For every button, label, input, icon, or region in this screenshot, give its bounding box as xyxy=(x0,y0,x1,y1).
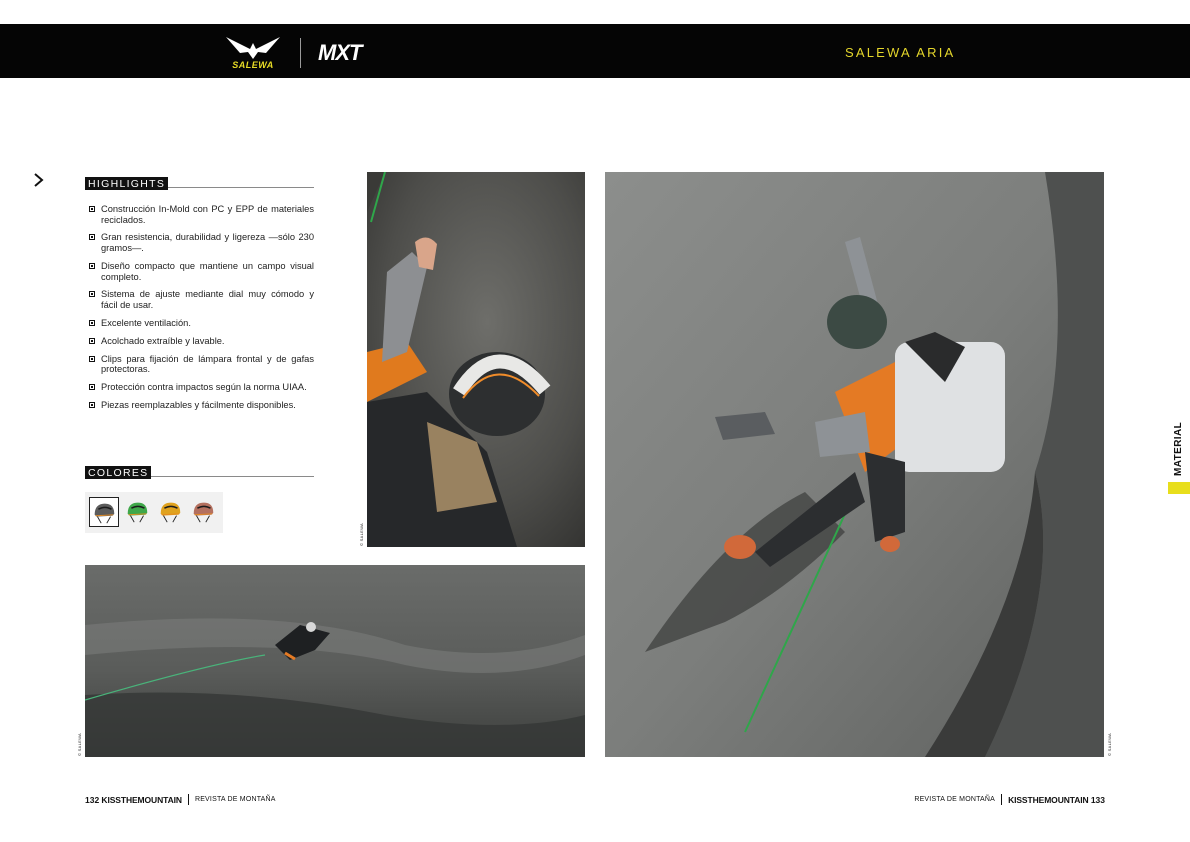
list-item: Excelente ventilación. xyxy=(89,318,314,329)
bullet-icon xyxy=(89,234,95,240)
bullet-icon xyxy=(89,320,95,326)
swatch-red[interactable] xyxy=(189,497,219,527)
helmet-icon xyxy=(189,497,217,525)
list-item: Acolchado extraíble y lavable. xyxy=(89,336,314,347)
chevron-right-icon[interactable] xyxy=(31,172,45,188)
section-tab-marker xyxy=(1168,482,1190,494)
color-swatches xyxy=(85,492,223,533)
list-item: Sistema de ajuste mediante dial muy cómodo y fácil de usar. xyxy=(89,289,314,310)
list-item: Diseño compacto que mantiene un campo visual completo. xyxy=(89,261,314,282)
logo-divider xyxy=(300,38,301,68)
swatch-green[interactable] xyxy=(123,497,153,527)
helmet-icon xyxy=(123,497,151,525)
mxt-logo: MXT xyxy=(318,40,362,65)
magazine-name-right: KISSTHEMOUNTAIN xyxy=(1008,794,1089,805)
magazine-subtitle-right: REVISTA DE MONTAÑA xyxy=(914,796,996,803)
bullet-icon xyxy=(89,356,95,362)
page-number-right: 133 xyxy=(1090,794,1105,805)
bullet-icon xyxy=(89,206,95,212)
helmet-icon xyxy=(90,498,118,526)
magazine-subtitle-left: REVISTA DE MONTAÑA xyxy=(194,796,276,803)
list-item: Construcción In-Mold con PC y EPP de materiales reciclados. xyxy=(89,204,314,225)
photo-credit-3: © SALEWA xyxy=(77,733,82,756)
photo-climber-topdown xyxy=(367,172,585,547)
photo-climber-aerial xyxy=(85,565,585,757)
list-item: Gran resistencia, durabilidad y ligereza —sólo 230 gramos—. xyxy=(89,232,314,253)
product-title: SALEWA ARIA xyxy=(845,45,956,60)
section-tab[interactable] xyxy=(1168,421,1190,494)
highlights-title: HIGHLIGHTS xyxy=(85,177,168,190)
highlights-heading xyxy=(85,174,314,188)
brand-wordmark: SALEWA xyxy=(232,60,274,70)
footer-divider xyxy=(188,794,189,805)
footer-divider xyxy=(1001,794,1002,805)
page-number-left: 132 xyxy=(85,794,100,805)
bullet-icon xyxy=(89,291,95,297)
photo-credit-2: © SALEWA xyxy=(1107,733,1112,756)
photo-credit: © SALEWA xyxy=(359,523,364,546)
bullet-icon xyxy=(89,263,95,269)
colores-title: COLORES xyxy=(85,466,151,479)
colores-heading xyxy=(85,463,314,477)
list-item: Protección contra impactos según la norma UIAA. xyxy=(89,382,314,393)
header-bar xyxy=(0,24,1190,78)
footer-right xyxy=(914,794,1105,805)
helmet-icon xyxy=(156,497,184,525)
bullet-icon xyxy=(89,338,95,344)
photo-climber-wall xyxy=(605,172,1104,757)
swatch-grey[interactable] xyxy=(89,497,119,527)
magazine-name-left: KISSTHEMOUNTAIN xyxy=(101,794,182,805)
list-item: Clips para fijación de lámpara frontal y de gafas protectoras. xyxy=(89,354,314,375)
bullet-icon xyxy=(89,402,95,408)
salewa-logo xyxy=(222,33,284,71)
highlights-list xyxy=(89,204,314,418)
section-tab-label: MATERIAL xyxy=(1173,421,1184,476)
swatch-yellow[interactable] xyxy=(156,497,186,527)
footer-left xyxy=(85,794,276,805)
bullet-icon xyxy=(89,384,95,390)
list-item: Piezas reemplazables y fácilmente disponibles. xyxy=(89,400,314,411)
eagle-icon xyxy=(222,33,284,61)
